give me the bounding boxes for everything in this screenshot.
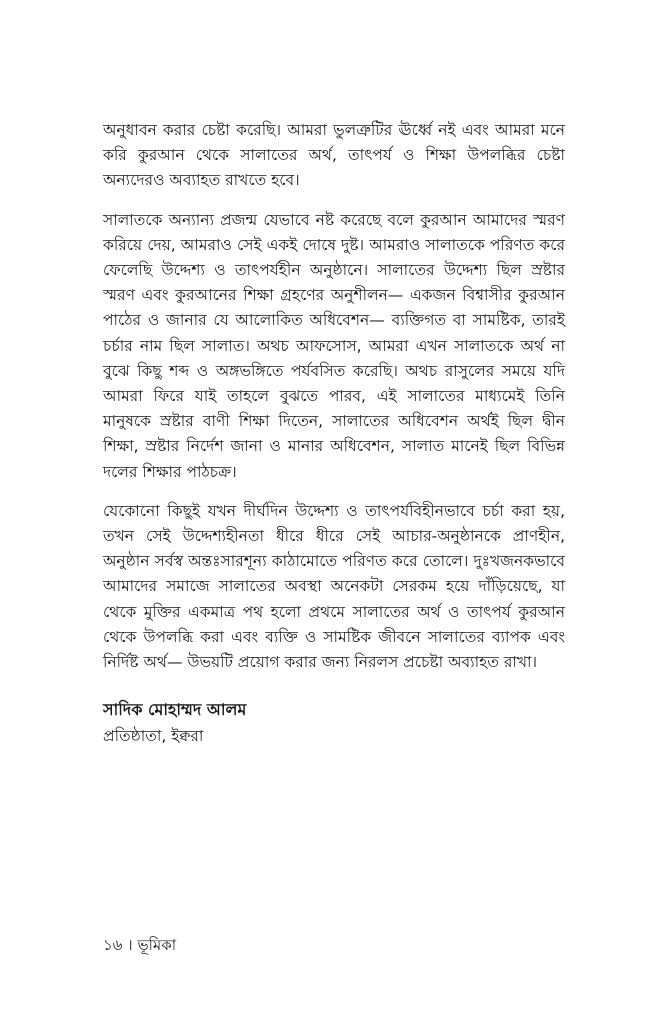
- footer-separator: ।: [127, 936, 133, 954]
- paragraph-1: অনুধাবন করার চেষ্টা করেছি। আমরা ভুলত্রুটির ঊর্ধ্বে নই এবং আমরা মনে করি কুরআন থেকে সালাতের অর্থ, তাৎপর্য ও শিক্ষা উপলব্ধির চেষ্টা অন্যদেরও অব্যাহত রাখতে হবে।: [103, 121, 565, 190]
- page-number: ১৬: [103, 936, 123, 954]
- paragraph-2: সালাতকে অন্যান্য প্রজন্ম যেভাবে নষ্ট করেছে বলে কুরআন আমাদের স্মরণ করিয়ে দেয়, আমরাও সেই একই দোষে দুষ্ট। আমরাও সালাতকে পরিণত করে ফেলেছি উদ্দেশ্য ও তাৎপর্যহীন অনুষ্ঠানে। সালাতের উদ্দেশ্য ছিল স্রষ্টার স্মরণ এবং কুরআনের শিক্ষা গ্রহণের অনুশীলন— একজন বিশ্বাসীর কুরআন পাঠের ও জানার যে আলোকিত অধিবেশন— ব্যক্তিগত বা সামষ্টিক, তারই চর্চার নাম ছিল সালাত। অথচ আফসোস, আমরা এখন সালাতকে অর্থ না বুঝে কিছু শব্দ ও অঙ্গভঙ্গিতে পর্যবসিত করেছি। অথচ রাসুলের সময়ে যদি আমরা ফিরে যাই তাহলে বুঝতে পারব, এই সালাতের মাধ্যমেই তিনি মানুষকে স্রষ্টার বাণী শিক্ষা দিতেন, সালাতের অধিবেশন অর্থই ছিল দ্বীন শিক্ষা, স্রষ্টার নির্দেশ জানা ও মানার অধিবেশন, সালাত মানেই ছিল বিভিন্ন দলের শিক্ষার পাঠচক্র।: [103, 210, 565, 481]
- page-body: [103, 118, 565, 749]
- section-title: ভূমিকা: [137, 936, 177, 954]
- page-footer: [103, 935, 176, 955]
- signature-block: [103, 697, 565, 749]
- author-role: প্রতিষ্ঠাতা, ইক্বরা: [103, 727, 204, 746]
- author-name: সাদিক মোহাম্মদ আলম: [103, 700, 247, 720]
- paragraph-3: যেকোনো কিছুই যখন দীর্ঘদিন উদ্দেশ্য ও তাৎপর্যবিহীনভাবে চর্চা করা হয়, তখন সেই উদ্দেশ্যহীনতা ধীরে ধীরে সেই আচার-অনুষ্ঠানকে প্রাণহীন, অনুষ্ঠান সর্বস্ব অন্তঃসারশূন্য কাঠামোতে পরিণত করে তোলে। দুঃখজনকভাবে আমাদের সমাজে সালাতের অবস্থা অনেকটা সেরকম হয়ে দাঁড়িয়েছে, যা থেকে মুক্তির একমাত্র পথ হলো প্রথমে সালাতের অর্থ ও তাৎপর্য কুরআন থেকে উপলব্ধি করা এবং ব্যক্তি ও সামষ্টিক জীবনে সালাতের ব্যাপক এবং নির্দিষ্ট অর্থ— উভয়টি প্রয়োগ করার জন্য নিরলস প্রচেষ্টা অব্যাহত রাখা।: [103, 501, 565, 672]
